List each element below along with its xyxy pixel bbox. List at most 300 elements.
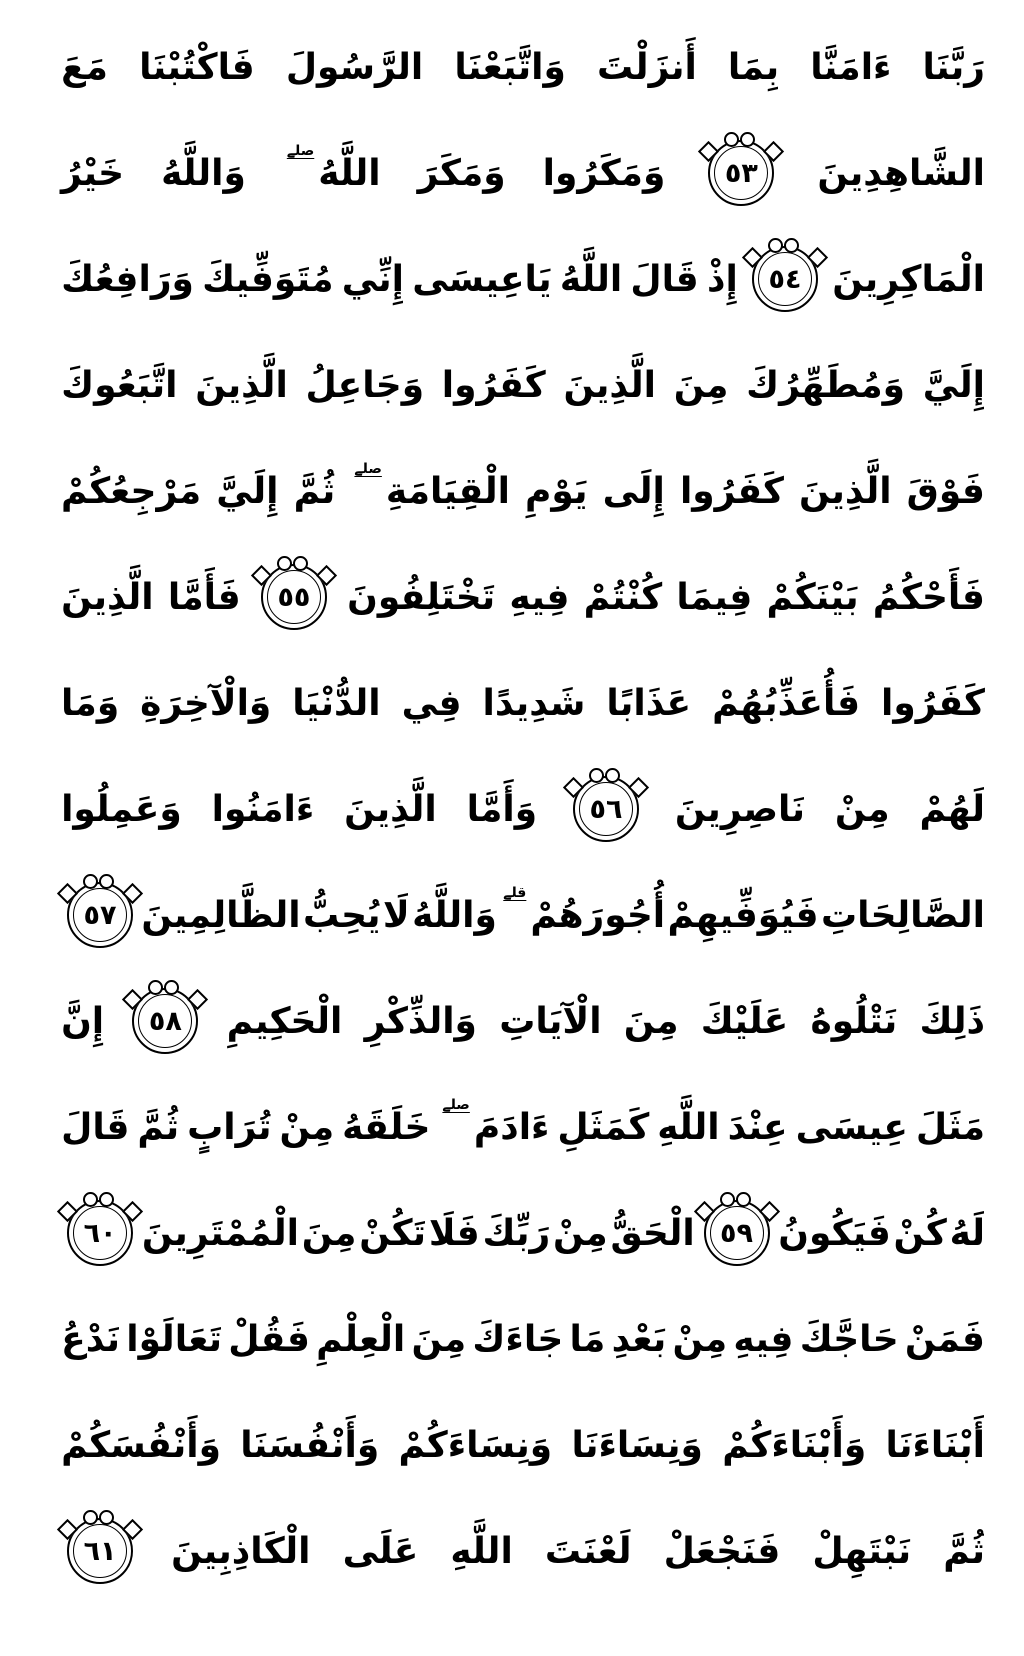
quran-word: إِلَيَّ <box>922 364 985 406</box>
quran-word-group <box>438 1096 550 1150</box>
quran-word: تَكُنْ <box>359 1212 427 1254</box>
quran-word-group <box>383 893 410 938</box>
quran-word-group <box>141 893 300 938</box>
quran-word-group <box>61 151 124 196</box>
quran-word: قَالَ <box>630 258 699 300</box>
quran-word-group <box>733 1317 793 1362</box>
quran-word: مُتَوَفِّيكَ <box>202 258 334 300</box>
quran-word-group <box>240 1423 379 1468</box>
quran-line <box>61 1180 985 1286</box>
quran-word: عَذَابًا <box>606 682 692 724</box>
quran-word-group <box>950 1211 985 1256</box>
quran-word-group <box>674 363 729 408</box>
ayah-number: ٦٠ <box>83 1217 117 1249</box>
quran-word-group <box>509 575 569 620</box>
quran-word-group <box>657 1105 719 1150</box>
marker-leaf-icon <box>57 1519 78 1540</box>
quran-word: وَأَمَّا <box>466 788 538 830</box>
marker-leaf-icon <box>57 883 78 904</box>
quran-word-group <box>61 257 194 302</box>
quran-word-group <box>499 884 666 938</box>
quran-word: إِنِّي <box>341 258 404 300</box>
quran-word: فِي <box>401 682 462 724</box>
quran-word: وَأَنْفُسَنَا <box>240 1424 380 1466</box>
quran-word-group <box>722 1423 866 1468</box>
marker-top-dot-icon <box>83 1192 98 1207</box>
quran-word-group <box>676 575 752 620</box>
quran-word: الشَّاهِدِينَ <box>817 152 985 194</box>
quran-word: ءَادَمَ <box>473 1106 550 1148</box>
quran-line <box>61 756 985 862</box>
quran-word: فِيمَا <box>676 576 753 618</box>
quran-word-group <box>707 257 738 302</box>
quran-word-group <box>350 460 510 514</box>
quran-word-group <box>137 1105 179 1150</box>
quran-word: فَأُعَذِّبُهُمْ <box>712 682 861 724</box>
quran-word: الْمُمْتَرِينَ <box>141 1212 299 1254</box>
quran-word-group <box>359 1211 426 1256</box>
marker-leaf-icon <box>742 247 763 268</box>
quran-word: فَيَكُونُ <box>778 1212 891 1254</box>
quran-word-group <box>584 575 663 620</box>
quran-word: مِنَ <box>411 1318 467 1360</box>
quran-word-group <box>61 1423 221 1468</box>
ayah-end-marker-icon <box>261 564 327 630</box>
quran-word-group <box>832 257 985 302</box>
quran-word: نَدْعُ <box>61 1318 121 1360</box>
quran-word: وَرَافِعُكَ <box>61 258 194 300</box>
quran-word-group <box>161 151 246 196</box>
quran-word-group <box>680 469 784 514</box>
quran-word: وَأَنْفُسَكُمْ <box>61 1424 222 1466</box>
quran-word: الَّذِينَ <box>563 364 657 406</box>
quran-word-group <box>140 681 271 726</box>
quran-line <box>61 120 985 226</box>
quran-word-group <box>342 1105 430 1150</box>
quran-word: إِلَيَّ <box>216 470 279 512</box>
quran-word: وَنِسَاءَكُمْ <box>398 1424 553 1466</box>
marker-top-dot-icon <box>784 238 799 253</box>
marker-top-dot-icon <box>736 1192 751 1207</box>
quran-word-group <box>61 1317 120 1362</box>
marker-top-dot-icon <box>293 556 308 571</box>
quran-word: فِيهِ <box>509 576 570 618</box>
quran-word: فَلَا <box>428 1212 480 1254</box>
quran-word: فَمَنْ <box>904 1318 985 1360</box>
quran-word-group <box>286 45 423 90</box>
quran-word-group <box>472 1317 563 1362</box>
quran-line <box>61 1074 985 1180</box>
quran-word-group <box>873 575 985 620</box>
quran-word: الدُّنْيَا <box>292 682 381 724</box>
quran-word-group <box>612 1317 667 1362</box>
quran-word: مَعَ <box>61 46 108 88</box>
quran-word: مِنْ <box>279 1106 335 1148</box>
ayah-number: ٥٩ <box>720 1217 753 1249</box>
quran-word: ءَامَنُوا <box>211 788 315 830</box>
quran-word: وَالذِّكْرِ <box>364 1000 477 1042</box>
quran-word-group <box>728 1105 788 1150</box>
quran-word: مِنْ <box>672 1318 728 1360</box>
quran-word-group <box>61 1105 129 1150</box>
quran-word-group <box>347 575 495 620</box>
quran-word-group <box>560 257 622 302</box>
quran-word: وَأَبْنَاءَكُمْ <box>722 1424 867 1466</box>
quran-word: شَدِيدًا <box>482 682 586 724</box>
quran-word: وَمَكَرَ <box>417 152 506 194</box>
marker-leaf-icon <box>122 989 143 1010</box>
quran-word-group <box>61 469 201 514</box>
quran-word: وَاتَّبَعْنَا <box>454 46 566 88</box>
quran-word: وَالْآخِرَةِ <box>140 682 272 724</box>
quran-word-group <box>61 787 182 832</box>
quran-word: مِنْ <box>834 788 890 830</box>
quran-line <box>61 332 985 438</box>
quran-word: وَعَمِلُوا <box>61 788 182 830</box>
quran-word: وَنِسَاءَنَا <box>571 1424 703 1466</box>
quran-word-group <box>61 999 104 1044</box>
waqf-pause-mark: صلے <box>354 460 382 477</box>
quran-word-group <box>187 1105 271 1150</box>
quran-word: فِيهِ <box>733 1318 794 1360</box>
quran-word: ذَلِكَ <box>919 1000 985 1042</box>
quran-word-group <box>672 1317 727 1362</box>
quran-word-group <box>796 1105 908 1150</box>
quran-word-group <box>306 363 425 408</box>
quran-word: خَلَقَهُ <box>342 1106 431 1148</box>
quran-word: نَبْتَهِلْ <box>812 1530 912 1572</box>
quran-word: اللَّهُ <box>559 258 623 300</box>
quran-word: مَثَلَ <box>915 1106 985 1148</box>
quran-word: فَقُلْ <box>228 1318 310 1360</box>
marker-leaf-icon <box>698 141 719 162</box>
quran-word-group <box>343 1529 419 1574</box>
quran-line <box>61 650 985 756</box>
quran-word: فَوْقَ <box>906 470 985 512</box>
quran-word-group <box>885 1423 985 1468</box>
quran-word: ثُمَّ <box>137 1106 180 1148</box>
marker-top-dot-icon <box>740 132 755 147</box>
quran-word-group <box>799 469 892 514</box>
quran-word: الَّذِينَ <box>61 576 154 618</box>
quran-word-group <box>728 45 779 90</box>
quran-word-group <box>61 575 154 620</box>
quran-word: خَيْرُ <box>61 152 125 194</box>
quran-word-group <box>344 787 437 832</box>
quran-word-group <box>483 681 586 726</box>
quran-word-group <box>294 469 336 514</box>
quran-word-group <box>402 681 462 726</box>
quran-word-group <box>399 1423 553 1468</box>
ayah-end-marker-icon <box>708 140 774 206</box>
marker-top-dot-icon <box>724 132 739 147</box>
quran-word: يَاعِيسَى <box>412 258 552 300</box>
quran-word-group <box>919 787 985 832</box>
quran-word: الْآيَاتِ <box>499 1000 602 1042</box>
quran-word-group <box>454 45 565 90</box>
quran-word: مَا <box>569 1318 606 1360</box>
quran-word: الْحَقُّ <box>610 1212 695 1254</box>
quran-word-group <box>126 1317 222 1362</box>
quran-word-group <box>811 999 898 1044</box>
quran-word: تَخْتَلِفُونَ <box>347 576 496 618</box>
marker-leaf-icon <box>251 565 272 586</box>
quran-word: يُحِبُّ <box>302 894 381 936</box>
quran-word: وَجَاعِلُ <box>305 364 425 406</box>
marker-leaf-icon <box>187 989 208 1010</box>
marker-top-dot-icon <box>83 874 98 889</box>
quran-line <box>61 1286 985 1392</box>
quran-word: الصَّالِحَاتِ <box>820 894 985 936</box>
quran-word-group <box>292 681 380 726</box>
ayah-end-marker-icon <box>704 1200 770 1266</box>
waqf-pause-mark: قلے <box>503 884 527 901</box>
quran-word: لَا <box>382 894 410 936</box>
marker-leaf-icon <box>122 883 143 904</box>
quran-word-group <box>557 1105 649 1150</box>
quran-word: لَهُمْ <box>919 788 985 830</box>
quran-word: الْحَكِيمِ <box>226 1000 343 1042</box>
quran-word-group <box>442 363 546 408</box>
quran-word: لَعْنَتَ <box>544 1530 632 1572</box>
quran-word: عِيسَى <box>795 1106 908 1148</box>
marker-top-dot-icon <box>148 980 163 995</box>
quran-word-group <box>482 1211 550 1256</box>
quran-word: حَاجَّكَ <box>799 1318 899 1360</box>
quran-word: رَبِّكَ <box>482 1212 551 1254</box>
marker-leaf-icon <box>628 777 649 798</box>
quran-word-group <box>61 45 108 90</box>
marker-top-dot-icon <box>768 238 783 253</box>
quran-word: مِنَ <box>623 1000 679 1042</box>
quran-word: الْعِلْمِ <box>316 1318 406 1360</box>
quran-word-group <box>919 999 985 1044</box>
quran-word-group <box>905 1317 985 1362</box>
quran-word-group <box>923 363 985 408</box>
quran-word-group <box>563 363 656 408</box>
quran-word: الظَّالِمِينَ <box>141 894 301 936</box>
quran-line <box>61 14 985 120</box>
quran-word: وَاللَّهُ <box>161 152 246 194</box>
quran-word-group <box>412 257 551 302</box>
quran-word: كُنْتُمْ <box>583 576 663 618</box>
quran-word-group <box>365 999 477 1044</box>
quran-word-group <box>195 363 288 408</box>
quran-word-group <box>603 469 665 514</box>
quran-word: بَيْنَكُمْ <box>766 576 859 618</box>
quran-word-group <box>624 999 679 1044</box>
quran-word: الْمَاكِرِينَ <box>832 258 985 300</box>
quran-word: إِذْ <box>706 258 738 300</box>
marker-leaf-icon <box>122 1519 143 1540</box>
quran-word: الَّذِينَ <box>344 788 437 830</box>
quran-line <box>61 438 985 544</box>
quran-word: إِلَى <box>602 470 665 512</box>
quran-word: كَمَثَلِ <box>557 1106 650 1148</box>
quran-word-group <box>668 893 819 938</box>
quran-word-group <box>675 787 805 832</box>
quran-line <box>61 1498 985 1604</box>
quran-word-group <box>467 787 538 832</box>
quran-word-group <box>943 1529 985 1574</box>
quran-word-group <box>746 363 905 408</box>
quran-word-group <box>139 45 255 90</box>
quran-word: ثُمَّ <box>293 470 336 512</box>
ayah-end-marker-icon <box>132 988 198 1054</box>
quran-word: قَالَ <box>61 1106 130 1148</box>
quran-word-group <box>302 1211 357 1256</box>
quran-word-group <box>701 999 789 1044</box>
quran-line <box>61 544 985 650</box>
ayah-number: ٥٧ <box>83 899 117 931</box>
quran-word-group <box>216 469 278 514</box>
quran-word-group <box>450 1529 512 1574</box>
quran-word: الْقِيَامَةِ <box>385 470 510 512</box>
marker-leaf-icon <box>693 1201 714 1222</box>
quran-word: كَفَرُوا <box>881 682 985 724</box>
marker-leaf-icon <box>763 141 784 162</box>
quran-word: يَوْمِ <box>525 470 588 512</box>
quran-word: وَمَا <box>61 682 120 724</box>
ayah-number: ٥٦ <box>589 793 623 825</box>
quran-word-group <box>543 151 666 196</box>
quran-word-group <box>212 787 315 832</box>
quran-word-group <box>821 893 985 938</box>
quran-word: وَمُطَهِّرُكَ <box>746 364 906 406</box>
quran-word-group <box>283 142 381 196</box>
quran-word: عَلَيْكَ <box>700 1000 789 1042</box>
quran-word-group <box>610 1211 694 1256</box>
quran-word: إِنَّ <box>61 1000 105 1042</box>
quran-word: عَلَى <box>342 1530 419 1572</box>
quran-word-group <box>545 1529 632 1574</box>
quran-word-group <box>923 45 985 90</box>
quran-word-group <box>412 1317 467 1362</box>
quran-word: بِمَا <box>727 46 780 88</box>
marker-leaf-icon <box>316 565 337 586</box>
marker-top-dot-icon <box>277 556 292 571</box>
quran-word-group <box>525 469 587 514</box>
quran-word: مِنَ <box>301 1212 357 1254</box>
ayah-end-marker-icon <box>67 1200 133 1266</box>
ayah-end-marker-icon <box>67 1518 133 1584</box>
marker-leaf-icon <box>122 1201 143 1222</box>
quran-word: فَأَحْكُمُ <box>872 576 985 618</box>
quran-word: رَبَّنَا <box>922 46 985 88</box>
quran-word-group <box>664 1529 781 1574</box>
quran-word: فَأَمَّا <box>167 576 241 618</box>
quran-word-group <box>61 681 119 726</box>
quran-word: أَنزَلْتَ <box>596 46 697 88</box>
quran-line <box>61 226 985 332</box>
quran-word-group <box>553 1211 608 1256</box>
quran-line <box>61 1392 985 1498</box>
ayah-number: ٥٣ <box>724 157 758 189</box>
ayah-end-marker-icon <box>752 246 818 312</box>
quran-word-group <box>835 787 890 832</box>
quran-word-group <box>570 1317 606 1362</box>
quran-word-group <box>817 151 985 196</box>
quran-word: فَيُوَفِّيهِمْ <box>667 894 819 936</box>
quran-word-group <box>316 1317 405 1362</box>
quran-word-group <box>142 1211 299 1256</box>
quran-word-group <box>61 363 177 408</box>
ayah-number: ٥٨ <box>148 1005 182 1037</box>
quran-word-group <box>342 257 404 302</box>
quran-word: اللَّهِ <box>657 1106 720 1148</box>
quran-word: عِنْدَ <box>727 1106 788 1148</box>
quran-word-group <box>168 575 241 620</box>
quran-word: لَهُ <box>949 1212 985 1254</box>
waqf-pause-mark: صلے <box>442 1096 470 1113</box>
quran-word-group <box>412 893 497 938</box>
waqf-pause-mark: صلے <box>286 142 315 159</box>
quran-word: ءَامَنَّا <box>810 46 892 88</box>
quran-word-group <box>303 893 381 938</box>
ayah-number: ٦١ <box>83 1535 117 1567</box>
quran-word-group <box>881 681 985 726</box>
quran-word-group <box>630 257 698 302</box>
marker-top-dot-icon <box>99 1192 114 1207</box>
ayah-end-marker-icon <box>67 882 133 948</box>
quran-word-group <box>916 1105 985 1150</box>
quran-word-group <box>418 151 506 196</box>
quran-word: نَتْلُوهُ <box>810 1000 898 1042</box>
ayah-number: ٥٥ <box>277 581 311 613</box>
marker-top-dot-icon <box>83 1510 98 1525</box>
marker-leaf-icon <box>758 1201 779 1222</box>
quran-word: وَاللَّهُ <box>412 894 497 936</box>
quran-word-group <box>227 999 343 1044</box>
quran-word-group <box>279 1105 334 1150</box>
marker-top-dot-icon <box>589 768 604 783</box>
ayah-end-marker-icon <box>573 776 639 842</box>
quran-word-group <box>228 1317 310 1362</box>
quran-word: الَّذِينَ <box>195 364 288 406</box>
quran-word: اتَّبَعُوكَ <box>61 364 178 406</box>
quran-word: اللَّهِ <box>450 1530 513 1572</box>
quran-word-group <box>597 45 697 90</box>
marker-top-dot-icon <box>164 980 179 995</box>
quran-word-group <box>778 1211 891 1256</box>
quran-word-group <box>499 999 601 1044</box>
quran-word: فَاكْتُبْنَا <box>139 46 255 88</box>
quran-word: الرَّسُولَ <box>285 46 424 88</box>
quran-word: أُجُورَهُمْ <box>530 894 666 936</box>
marker-top-dot-icon <box>99 1510 114 1525</box>
quran-word: أَبْنَاءَنَا <box>885 1424 985 1466</box>
marker-top-dot-icon <box>605 768 620 783</box>
quran-word: كَفَرُوا <box>679 470 784 512</box>
quran-word: كُنْ <box>893 1212 947 1254</box>
quran-word: بَعْدِ <box>611 1318 667 1360</box>
quran-word: وَمَكَرُوا <box>542 152 666 194</box>
quran-word: الْكَاذِبِينَ <box>171 1530 311 1572</box>
quran-word: اللَّهُ <box>318 152 381 194</box>
quran-word: كَفَرُوا <box>441 364 546 406</box>
quran-word-group <box>712 681 860 726</box>
marker-top-dot-icon <box>720 1192 735 1207</box>
quran-word-group <box>812 1529 911 1574</box>
marker-leaf-icon <box>57 1201 78 1222</box>
quran-word-group <box>907 469 985 514</box>
quran-word-group <box>171 1529 310 1574</box>
quran-word-group <box>429 1211 480 1256</box>
marker-top-dot-icon <box>99 874 114 889</box>
quran-word-group <box>606 681 691 726</box>
quran-word-group <box>767 575 859 620</box>
quran-word: ثُمَّ <box>943 1530 985 1572</box>
